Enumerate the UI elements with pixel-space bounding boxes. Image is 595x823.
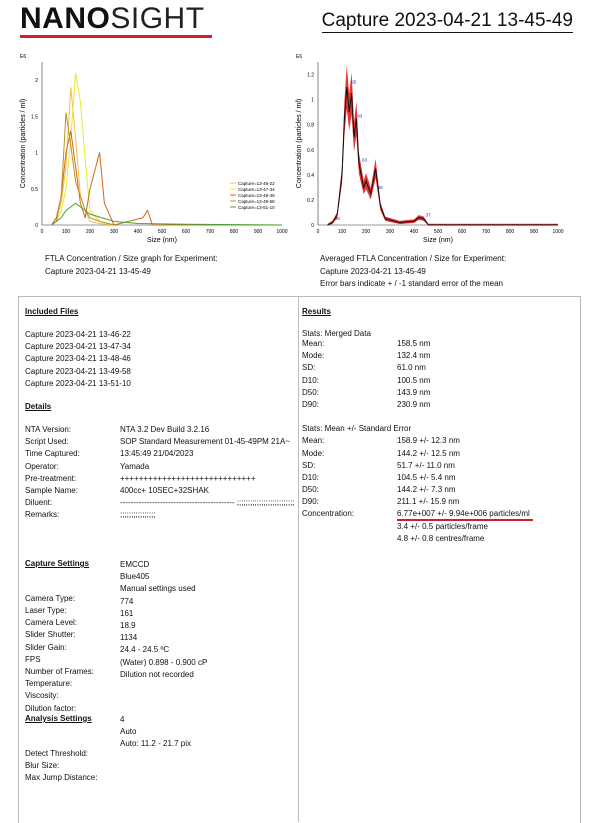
setting-label bbox=[25, 724, 97, 736]
details-label: Operator: bbox=[25, 461, 59, 471]
capture-settings-heading: Capture Settings bbox=[25, 559, 90, 568]
y-tick-label: 0.2 bbox=[307, 197, 314, 204]
exponent-label: E6 bbox=[296, 54, 303, 60]
y-tick-label: 1 bbox=[311, 97, 314, 104]
y-tick-label: 0.8 bbox=[307, 122, 314, 129]
x-tick-label: 700 bbox=[481, 229, 491, 235]
caption-line: FTLA Concentration / Size graph for Experiment: bbox=[45, 254, 218, 263]
stats-value: 51.7 +/- 11.0 nm bbox=[397, 460, 455, 470]
x-tick-label: 1000 bbox=[276, 229, 288, 235]
details-row bbox=[25, 509, 295, 521]
exponent-label: E6 bbox=[20, 54, 27, 60]
averaged-concentration-chart bbox=[288, 50, 570, 250]
details-heading: Details bbox=[25, 402, 52, 411]
caption-line: Capture 2023-04-21 13-45-49 bbox=[320, 266, 426, 276]
stats-label: Mean: bbox=[302, 339, 325, 348]
details-value: SOP Standard Measurement 01-45-49PM 21A~ bbox=[120, 437, 290, 447]
setting-value: 1134 bbox=[120, 633, 138, 643]
x-tick-label: 400 bbox=[409, 229, 419, 235]
x-tick-label: 0 bbox=[316, 229, 320, 235]
file-item: Capture 2023-04-21 13-47-34 bbox=[25, 342, 131, 352]
series-line bbox=[328, 87, 558, 225]
x-tick-label: 600 bbox=[457, 229, 467, 235]
setting-label: Camera Type: bbox=[25, 593, 76, 603]
setting-value: 18.9 bbox=[120, 620, 136, 630]
x-axis-label: Size (nm) bbox=[423, 237, 453, 244]
setting-label: Laser Type: bbox=[25, 606, 67, 616]
stats-row bbox=[302, 350, 530, 362]
details-row bbox=[25, 436, 295, 448]
stats-value: 211.1 +/- 15.9 nm bbox=[397, 497, 460, 507]
setting-value: Blue405 bbox=[120, 572, 150, 582]
stats-value: 230.9 nm bbox=[397, 399, 431, 409]
setting-value: Auto: 11.2 - 21.7 pix bbox=[120, 739, 192, 749]
caption-line: Capture 2023-04-21 13-45-49 bbox=[45, 266, 151, 276]
x-axis-label: Size (nm) bbox=[147, 237, 177, 244]
file-item: Capture 2023-04-21 13-46-22 bbox=[25, 330, 131, 339]
setting-label: Slider Shutter: bbox=[25, 630, 76, 640]
stats-label: D50: bbox=[302, 387, 319, 397]
setting-value: EMCCD bbox=[120, 560, 150, 569]
setting-label: Number of Frames: bbox=[25, 667, 94, 676]
stats-label: Mode: bbox=[302, 448, 325, 458]
setting-label: Slider Gain: bbox=[25, 642, 67, 652]
file-item: Capture 2023-04-21 13-51-10 bbox=[25, 378, 131, 388]
analysis-settings-heading: Analysis Settings bbox=[25, 714, 92, 723]
legend-label: Capture=13-51-10 bbox=[238, 204, 275, 210]
setting-value: 24.4 - 24.5 ºC bbox=[120, 645, 170, 655]
x-tick-label: 200 bbox=[85, 229, 95, 235]
setting-value: (Water) 0.898 - 0.900 cP bbox=[120, 657, 208, 667]
stats-row bbox=[302, 484, 530, 496]
setting-value: 161 bbox=[120, 608, 134, 618]
details-row bbox=[25, 448, 295, 460]
setting-value: Manual settings used bbox=[120, 584, 196, 594]
left-chart-caption bbox=[45, 253, 218, 278]
concentration-size-chart bbox=[14, 50, 294, 250]
mean-stats-title: Stats: Mean +/- Standard Error bbox=[302, 424, 412, 434]
y-tick-label: 2 bbox=[35, 78, 38, 85]
details-label: Script Used: bbox=[25, 437, 69, 447]
x-tick-label: 600 bbox=[181, 229, 191, 235]
details-label: Sample Name: bbox=[25, 485, 78, 495]
peak-label: 95 bbox=[351, 79, 357, 85]
results-heading: Results bbox=[302, 307, 331, 316]
results-section bbox=[302, 307, 530, 545]
details-label: Time Captured: bbox=[25, 449, 80, 459]
x-tick-label: 500 bbox=[157, 229, 167, 235]
x-tick-label: 300 bbox=[109, 229, 119, 235]
stats-label: D50: bbox=[302, 485, 319, 495]
setting-value: 4 bbox=[120, 715, 125, 724]
setting-value: Dilution not recorded bbox=[120, 669, 194, 679]
stats-label: Mean: bbox=[302, 436, 325, 446]
details-value: 13:45:49 21/04/2023 bbox=[120, 449, 194, 459]
peak-label: 49 bbox=[377, 184, 383, 190]
stats-value: 61.0 nm bbox=[397, 363, 426, 373]
included-files-section bbox=[25, 307, 131, 390]
details-row bbox=[25, 473, 295, 485]
stats-row bbox=[302, 387, 530, 399]
stats-label: D90: bbox=[302, 497, 319, 507]
x-tick-label: 0 bbox=[40, 229, 44, 235]
stats-label bbox=[302, 521, 397, 533]
merged-stats-title: Stats: Merged Data bbox=[302, 329, 371, 338]
nanosight-logo bbox=[20, 2, 205, 36]
stats-value: 143.9 nm bbox=[397, 387, 431, 397]
y-axis-label: Concentration (particles / ml) bbox=[296, 98, 303, 189]
setting-label: Detect Threshold: bbox=[25, 748, 88, 758]
peak-label: 30 bbox=[334, 216, 340, 222]
stats-value: 132.4 nm bbox=[397, 351, 431, 361]
y-tick-label: 1 bbox=[35, 150, 38, 157]
setting-value: 774 bbox=[120, 596, 134, 606]
details-label: Diluent: bbox=[25, 498, 53, 508]
setting-label bbox=[25, 581, 94, 593]
setting-value: Auto bbox=[120, 727, 137, 737]
details-section bbox=[25, 402, 295, 522]
caption-line: Averaged FTLA Concentration / Size for Experiment: bbox=[320, 254, 507, 263]
concentration-highlight bbox=[397, 519, 533, 521]
caption-line: Error bars indicate + / -1 standard error of the mean bbox=[320, 279, 503, 288]
stats-value: 158.9 +/- 12.3 nm bbox=[397, 436, 460, 446]
stats-row bbox=[302, 533, 530, 545]
x-tick-label: 800 bbox=[505, 229, 515, 235]
stats-label bbox=[302, 533, 397, 545]
logo-bold-text: NANO bbox=[20, 2, 111, 35]
setting-label: Blur Size: bbox=[25, 761, 60, 771]
stats-row bbox=[302, 472, 530, 484]
stats-value: 144.2 +/- 7.3 nm bbox=[397, 485, 456, 495]
setting-label: Dilution factor: bbox=[25, 703, 77, 713]
x-tick-label: 800 bbox=[229, 229, 239, 235]
stats-label: SD: bbox=[302, 460, 316, 470]
y-tick-label: 0 bbox=[35, 223, 38, 229]
stats-label: D90: bbox=[302, 399, 319, 409]
details-label: NTA Version: bbox=[25, 425, 72, 434]
details-value: 400cc+ 10SEC+32SHAK bbox=[120, 485, 209, 495]
x-tick-label: 400 bbox=[133, 229, 143, 235]
y-tick-label: 1.2 bbox=[307, 72, 314, 79]
analysis-settings-section bbox=[25, 714, 97, 784]
details-value: NTA 3.2 Dev Build 3.2.16 bbox=[120, 425, 210, 434]
setting-label bbox=[25, 736, 97, 748]
x-tick-label: 300 bbox=[385, 229, 395, 235]
details-label: Pre-treatment: bbox=[25, 473, 77, 483]
file-item: Capture 2023-04-21 13-48-46 bbox=[25, 354, 131, 364]
x-tick-label: 100 bbox=[61, 229, 71, 235]
x-tick-label: 900 bbox=[253, 229, 263, 235]
y-tick-label: 1.5 bbox=[31, 114, 38, 121]
details-row bbox=[25, 497, 295, 509]
capture-settings-section bbox=[25, 559, 94, 715]
included-files-heading: Included Files bbox=[25, 307, 79, 316]
stats-row bbox=[302, 338, 530, 350]
stats-row bbox=[302, 496, 530, 508]
details-row bbox=[25, 424, 295, 436]
stats-value: 104.5 +/- 5.4 nm bbox=[397, 472, 456, 482]
concentration-value: 6.77e+007 +/- 9.94e+006 particles/ml bbox=[397, 509, 530, 519]
stats-row bbox=[302, 448, 530, 460]
right-chart-caption bbox=[320, 253, 506, 291]
column-divider bbox=[298, 296, 299, 822]
y-axis-label: Concentration (particles / ml) bbox=[20, 98, 27, 189]
setting-label: Viscosity: bbox=[25, 691, 59, 701]
stats-row bbox=[302, 375, 530, 387]
legend-label: Capture=13-49-58 bbox=[238, 198, 275, 204]
stats-row bbox=[302, 435, 530, 447]
stats-row bbox=[302, 460, 530, 472]
peak-label: 63 bbox=[362, 157, 368, 163]
error-band bbox=[328, 65, 558, 225]
stats-value: 158.5 nm bbox=[397, 339, 431, 348]
stats-row bbox=[302, 399, 530, 411]
details-value: +++++++++++++++++++++++++++++ bbox=[120, 473, 256, 483]
x-tick-label: 1000 bbox=[552, 229, 564, 235]
stats-value: 100.5 nm bbox=[397, 375, 431, 385]
logo-thin-text: SIGHT bbox=[110, 2, 205, 35]
stats-label: D10: bbox=[302, 375, 319, 385]
stats-row bbox=[302, 521, 530, 533]
setting-label bbox=[25, 569, 94, 581]
y-tick-label: 0.4 bbox=[307, 172, 314, 179]
details-value: ;;;;;;;;;;;;;;;; bbox=[120, 510, 156, 520]
setting-label: Temperature: bbox=[25, 679, 73, 689]
stats-label: Concentration: bbox=[302, 509, 355, 519]
stats-label: Mode: bbox=[302, 351, 325, 361]
stats-label: SD: bbox=[302, 363, 316, 373]
stats-row bbox=[302, 362, 530, 374]
capture-settings-values bbox=[120, 559, 207, 681]
capture-title: Capture 2023-04-21 13-45-49 bbox=[321, 10, 573, 31]
y-tick-label: 0.5 bbox=[31, 186, 38, 193]
analysis-settings-values bbox=[120, 714, 191, 751]
details-value: ------------------------------------------- ;;;;;;;;;;;;;;;;;;;;;;;;;; bbox=[120, 498, 295, 508]
setting-label: FPS bbox=[25, 654, 41, 664]
logo-underline bbox=[20, 35, 212, 38]
file-item: Capture 2023-04-21 13-49-58 bbox=[25, 366, 131, 376]
legend-label: Capture=13-46-22 bbox=[238, 180, 275, 186]
setting-label: Max Jump Distance: bbox=[25, 773, 98, 783]
peak-label: 83 bbox=[357, 113, 363, 119]
y-tick-label: 0.6 bbox=[307, 147, 314, 154]
details-value: Yamada bbox=[120, 461, 150, 471]
stats-value: 144.2 +/- 12.5 nm bbox=[397, 448, 460, 458]
x-tick-label: 200 bbox=[361, 229, 371, 235]
x-tick-label: 900 bbox=[529, 229, 539, 235]
setting-label: Camera Level: bbox=[25, 618, 78, 628]
x-tick-label: 500 bbox=[433, 229, 443, 235]
x-tick-label: 100 bbox=[337, 229, 347, 235]
y-tick-label: 0 bbox=[311, 223, 314, 229]
details-label: Remarks: bbox=[25, 510, 60, 520]
peak-label: 37 bbox=[425, 212, 431, 218]
details-row bbox=[25, 485, 295, 497]
stats-label: D10: bbox=[302, 472, 319, 482]
details-row bbox=[25, 461, 295, 473]
stats-value: 4.8 +/- 0.8 centres/frame bbox=[397, 533, 485, 543]
x-tick-label: 700 bbox=[205, 229, 215, 235]
stats-value: 3.4 +/- 0.5 particles/frame bbox=[397, 521, 488, 531]
legend-label: Capture=13-48-46 bbox=[238, 192, 275, 198]
legend-label: Capture=13-47-34 bbox=[238, 186, 275, 192]
